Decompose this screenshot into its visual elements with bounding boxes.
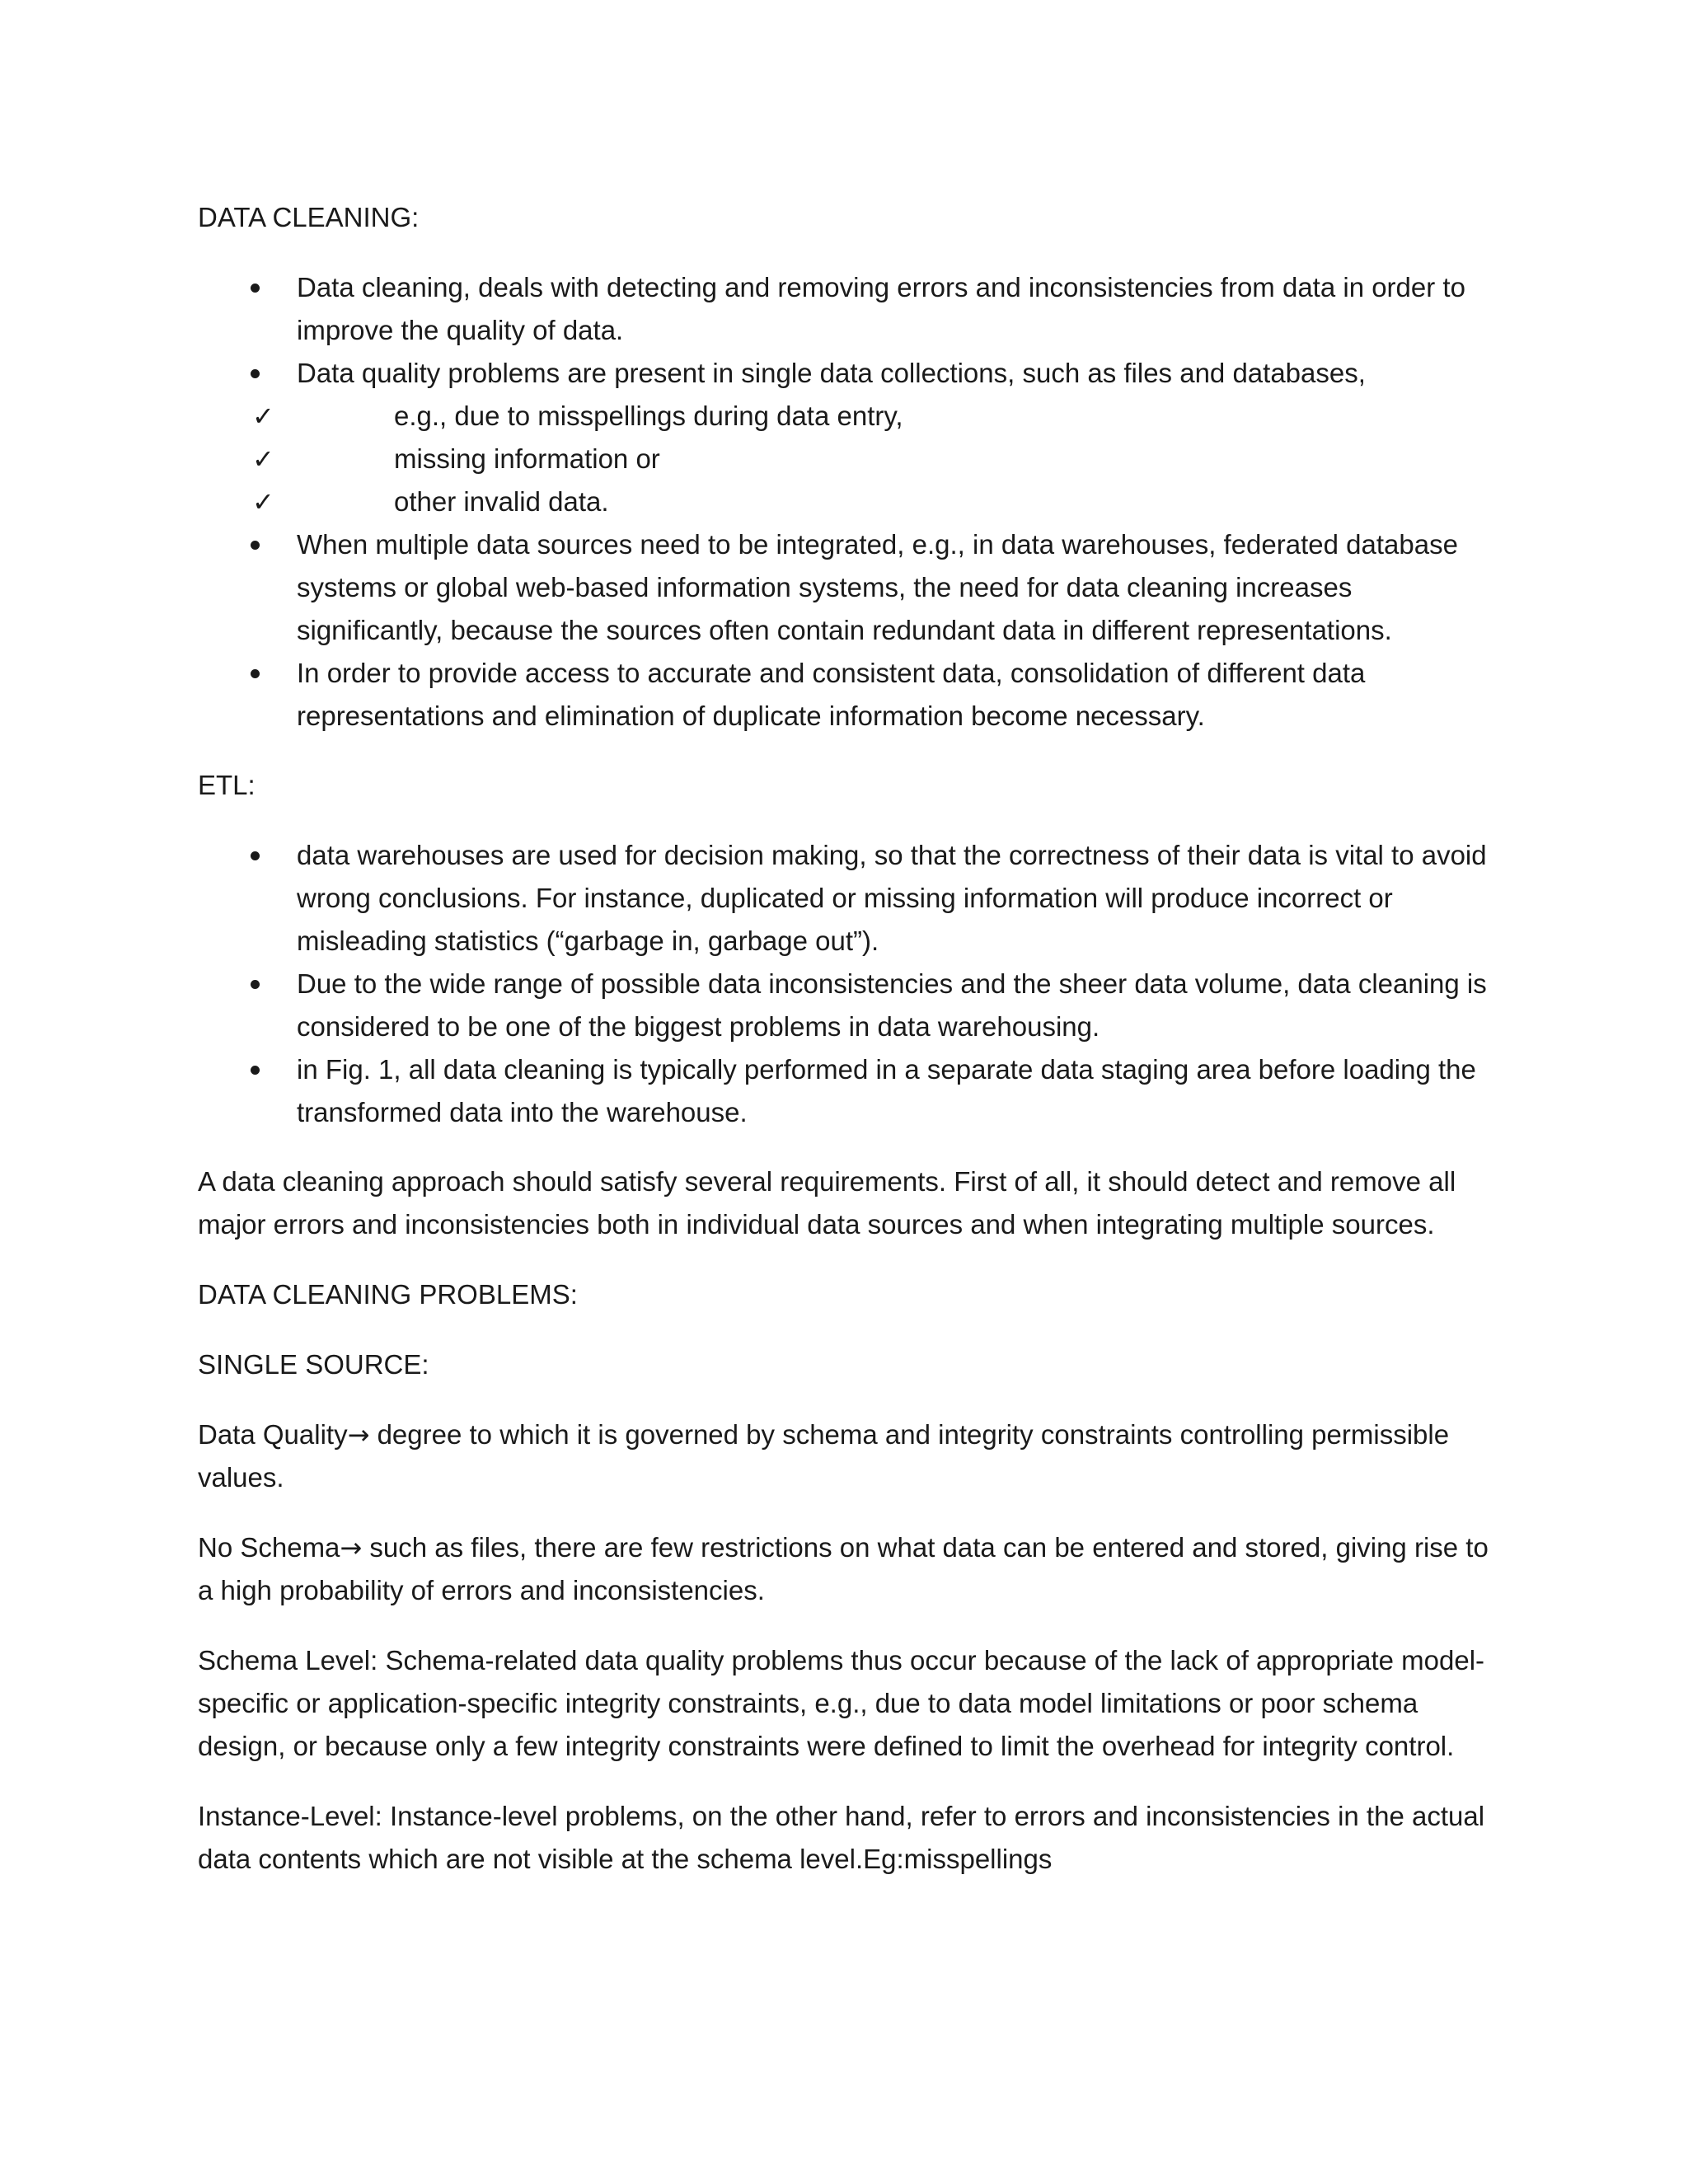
check-item	[198, 395, 1500, 438]
check-text: missing information or	[394, 443, 660, 474]
section-heading-data-cleaning: DATA CLEANING:	[198, 202, 420, 232]
bullet-dot	[251, 669, 260, 678]
list-item	[198, 523, 1500, 652]
list-item	[198, 834, 1500, 963]
check-text: other invalid data.	[394, 486, 609, 517]
no-schema-term: No Schema	[198, 1532, 340, 1563]
bullet-dot	[251, 851, 260, 860]
bullet-text: Data quality problems are present in single data collections, such as files and databases,	[297, 358, 1366, 388]
document-page	[198, 196, 1500, 1881]
bullet-dot	[251, 541, 260, 550]
bullet-dot	[251, 369, 260, 378]
no-schema-paragraph	[198, 1526, 1500, 1612]
bullet-text: in Fig. 1, all data cleaning is typically performed in a separate data staging area before loading the transformed data into the warehouse.	[297, 1054, 1476, 1127]
list-item	[198, 1048, 1500, 1134]
list-item	[198, 352, 1500, 523]
check-item	[198, 480, 1500, 523]
check-text: e.g., due to misspellings during data entry,	[394, 401, 903, 431]
schema-level-paragraph: Schema Level: Schema-related data quality problems thus occur because of the lack of appropriate model-specific or application-specific integrity constraints, e.g., due to data model limitations or poor schema design, or because only a few integrity constraints were defined to limit the overhead for integrity control.	[198, 1645, 1485, 1761]
bullet-text: Due to the wide range of possible data inconsistencies and the sheer data volume, data cleaning is considered to be one of the biggest problems in data warehousing.	[297, 968, 1487, 1042]
section-heading-etl: ETL:	[198, 770, 256, 800]
requirements-paragraph: A data cleaning approach should satisfy several requirements. First of all, it should detect and remove all major errors and inconsistencies both in individual data sources and when integrating multiple sources.	[198, 1166, 1456, 1240]
checkmark-icon: ✓	[252, 443, 274, 475]
instance-level-paragraph: Instance-Level: Instance-level problems, on the other hand, refer to errors and inconsistencies in the actual data contents which are not visible at the schema level.Eg:misspellings	[198, 1801, 1485, 1874]
data-quality-paragraph	[198, 1413, 1500, 1499]
section-heading-single-source: SINGLE SOURCE:	[198, 1349, 429, 1380]
bullet-dot	[251, 980, 260, 989]
list-item	[198, 652, 1500, 738]
list-item	[198, 963, 1500, 1048]
right-arrow-icon: →	[347, 1419, 370, 1451]
etl-bullet-list	[198, 834, 1500, 1134]
bullet-text: In order to provide access to accurate and consistent data, consolidation of different data representations and elimination of duplicate information become necessary.	[297, 658, 1366, 731]
right-arrow-icon: →	[340, 1532, 363, 1563]
check-item	[198, 438, 1500, 480]
no-schema-text: such as files, there are few restrictions on what data can be entered and stored, giving rise to a high probability of errors and inconsistencies.	[198, 1532, 1489, 1605]
data-quality-text: degree to which it is governed by schema and integrity constraints controlling permissible values.	[198, 1419, 1450, 1493]
bullet-text: data warehouses are used for decision making, so that the correctness of their data is vital to avoid wrong conclusions. For instance, duplicated or missing information will produce incorrect or misleading statistics (“garbage in, garbage out”).	[297, 840, 1487, 956]
data-quality-term: Data Quality	[198, 1419, 348, 1450]
bullet-text: Data cleaning, deals with detecting and removing errors and inconsistencies from data in order to improve the quality of data.	[297, 272, 1465, 345]
bullet-dot	[251, 1066, 260, 1075]
list-item	[198, 266, 1500, 352]
bullet-text: When multiple data sources need to be integrated, e.g., in data warehouses, federated database systems or global web-based information systems, the need for data cleaning increases significantly, because the sources often contain redundant data in different representations.	[297, 529, 1458, 645]
bullet-dot	[251, 284, 260, 293]
data-cleaning-bullet-list	[198, 266, 1500, 738]
checkmark-icon: ✓	[252, 401, 274, 432]
checkmark-sub-list	[198, 395, 1500, 523]
checkmark-icon: ✓	[252, 486, 274, 518]
section-heading-problems: DATA CLEANING PROBLEMS:	[198, 1279, 578, 1310]
